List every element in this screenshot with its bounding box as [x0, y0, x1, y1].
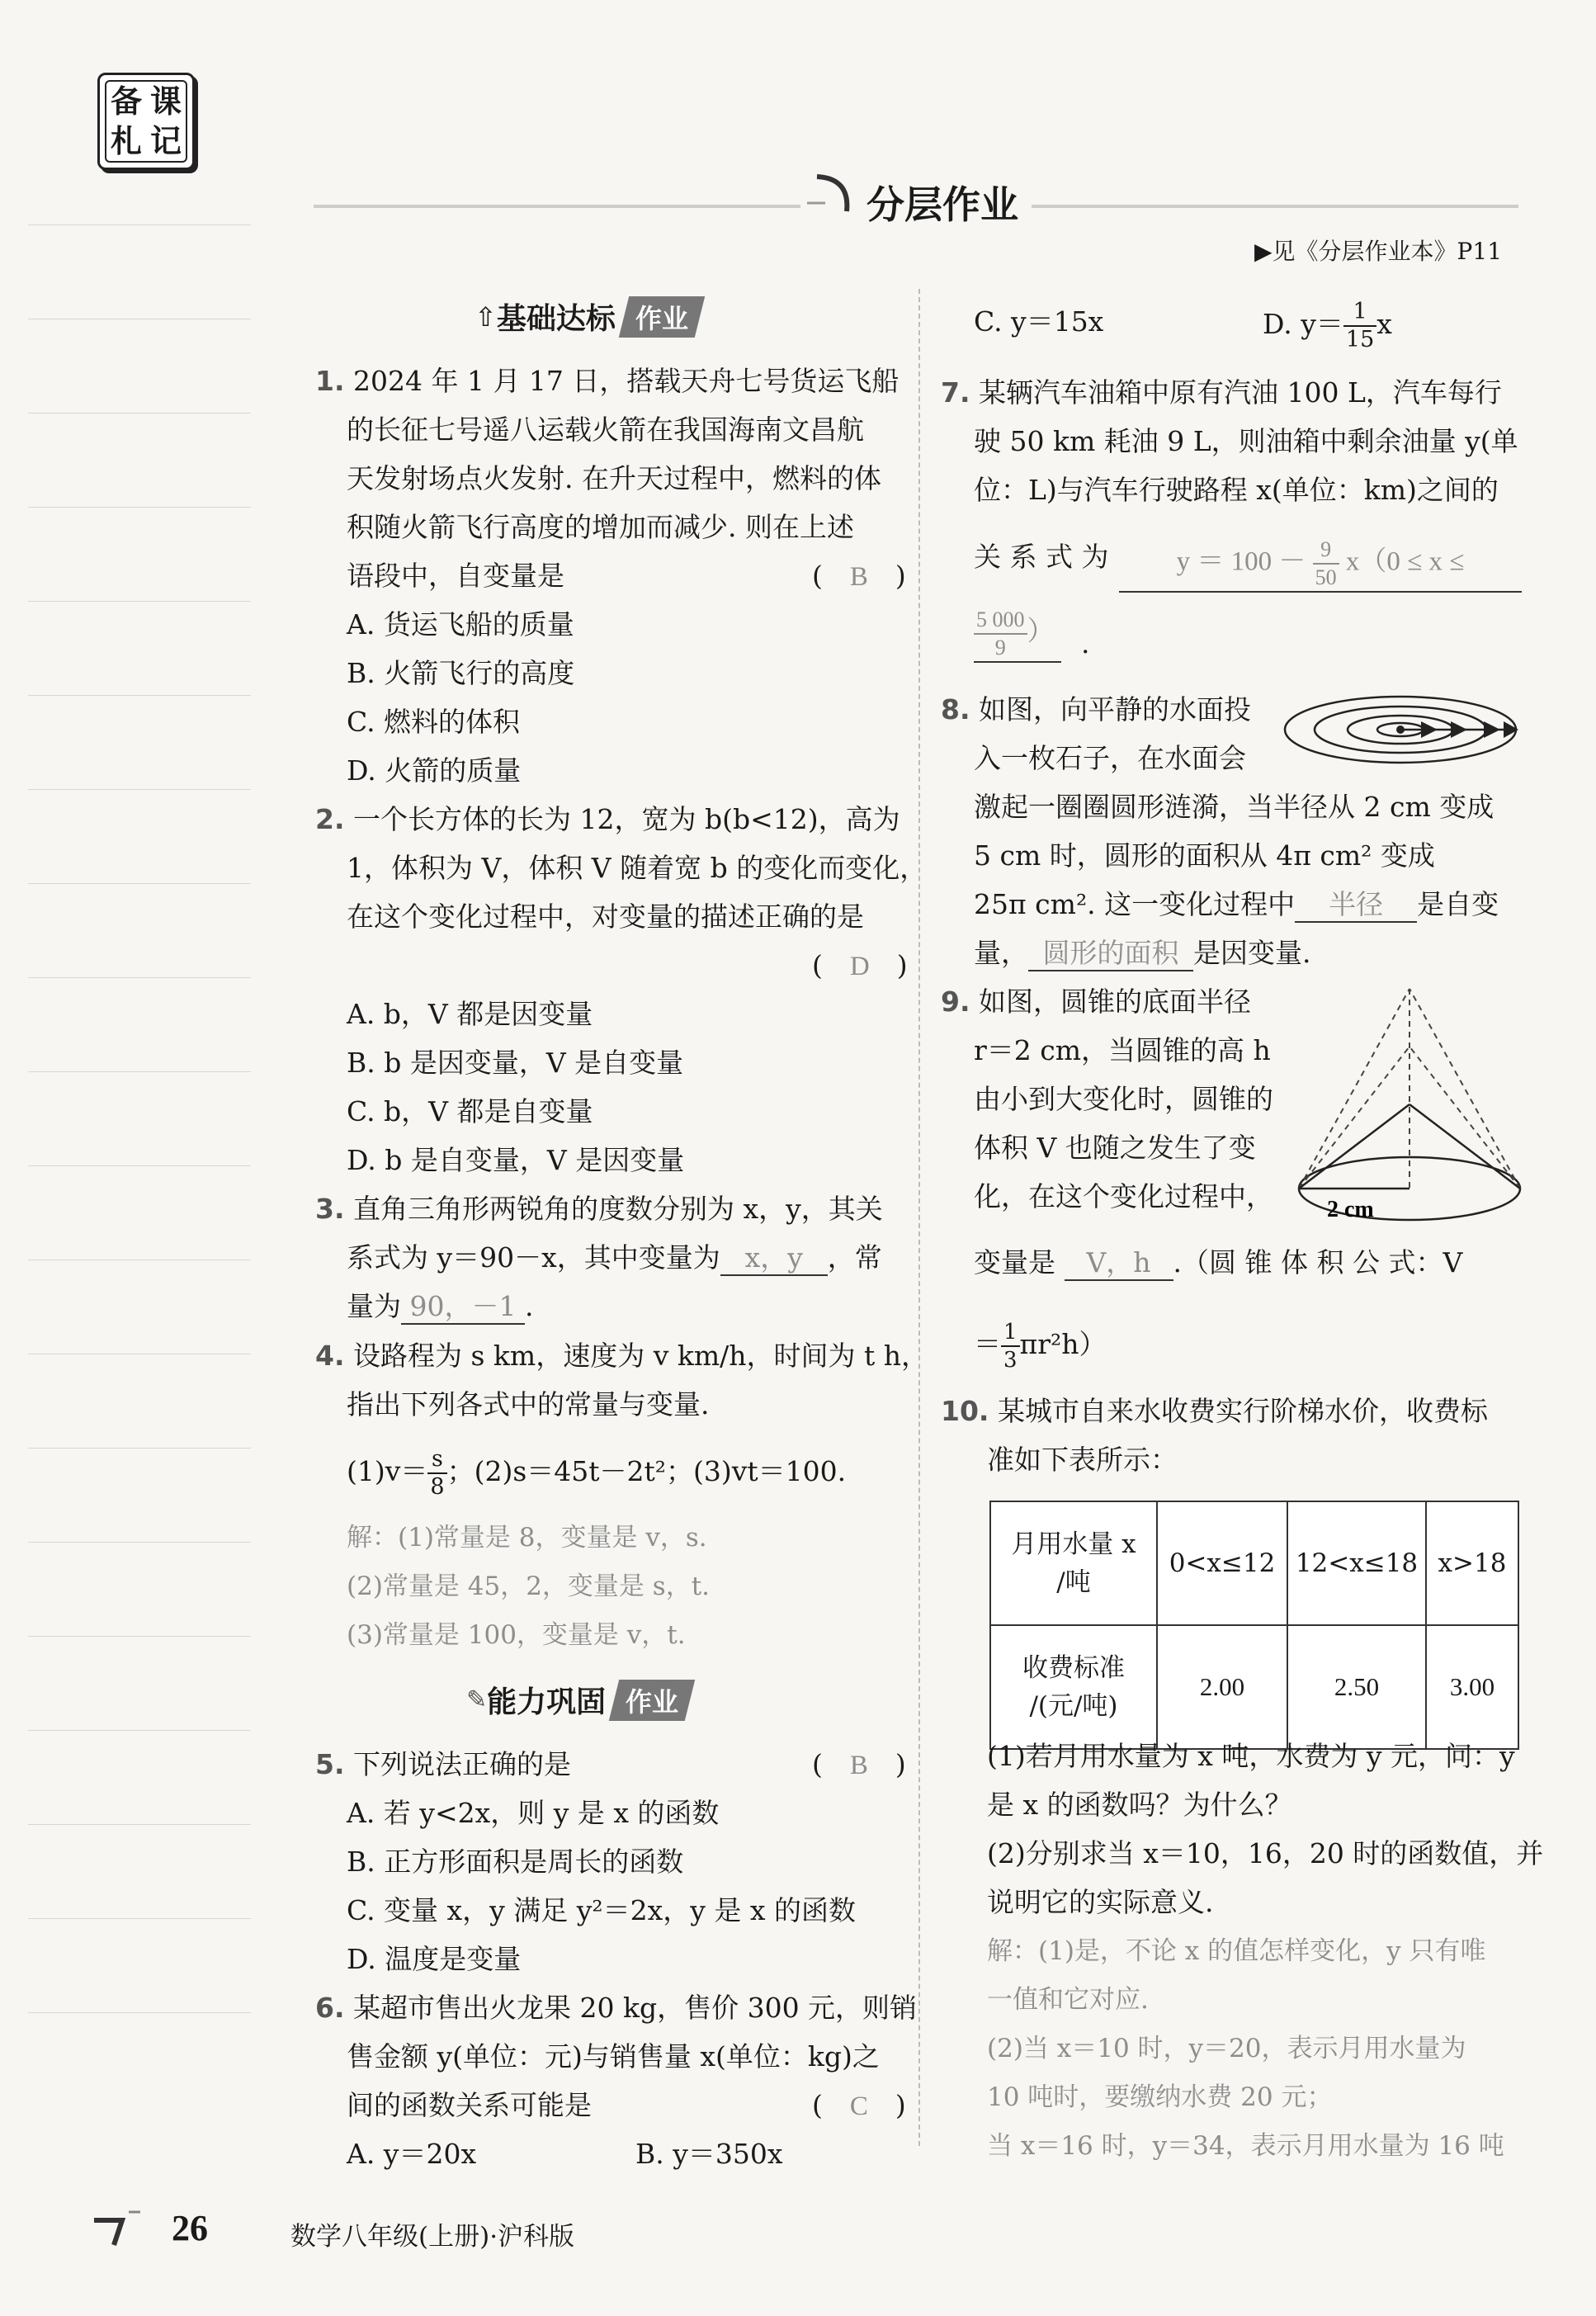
question-text: 是因变量.: [1193, 937, 1311, 969]
option: A. 若 y<2x，则 y 是 x 的函数: [347, 1797, 720, 1829]
question-text: 如图，圆锥的底面半径: [979, 985, 1251, 1018]
question-text: 某超市售出火龙果 20 kg，售价 300 元，则销: [353, 1992, 918, 2024]
fraction-denominator: 9: [994, 636, 1006, 659]
page-number: 26: [172, 2208, 208, 2248]
option: A. 货运飞船的质量: [347, 608, 574, 640]
option: A. b，V 都是因变量: [347, 998, 593, 1030]
workbook-reference: ▶见《分层作业本》P11: [1254, 238, 1503, 265]
table-row: [990, 1625, 1518, 1749]
question-text: 设路程为 s km，速度为 v km/h，时间为 t h，: [353, 1340, 928, 1372]
table-row: [990, 1501, 1518, 1625]
question-text: 如图，向平静的水面投: [979, 693, 1251, 726]
up-arrow-icon: ⇧: [475, 300, 497, 333]
section-banner-basic: [475, 295, 700, 338]
formula: [347, 1446, 846, 1501]
question-text: 积随火箭飞行高度的增加而减少. 则在上述: [347, 511, 854, 543]
table-cell: 2.00: [1157, 1625, 1287, 1749]
answer-part: ）: [1027, 617, 1055, 647]
fraction-denominator: 8: [430, 1474, 445, 1500]
section-title: 基础达标: [496, 302, 616, 336]
answer-blank: V，h: [1065, 1246, 1173, 1281]
cell-text: 月用水量 x: [1011, 1529, 1136, 1559]
solution-line: (3)常量是 100，变量是 v，t.: [347, 1620, 686, 1650]
table-header-cell: 12<x≤18: [1287, 1501, 1426, 1625]
header-swoosh-icon: [800, 170, 858, 223]
cell-text: 收费标准: [1022, 1653, 1125, 1683]
option: B. y＝350x: [635, 2138, 783, 2170]
question-number: 4.: [315, 1340, 345, 1372]
option: A. y＝20x: [347, 2138, 477, 2170]
option: C. y＝15x: [974, 305, 1104, 338]
answer-bracket: ( B ): [812, 560, 906, 592]
question-text: 某辆汽车油箱中原有汽油 100 L，汽车每行: [979, 376, 1502, 409]
solution-line: (2)当 x＝10 时，y＝20，表示月用水量为: [987, 2034, 1466, 2063]
column-divider: [918, 289, 920, 2146]
fraction-denominator: 50: [1315, 565, 1337, 589]
formula-part: ；(2)s＝45t－2t²；(3)vt＝100.: [446, 1455, 847, 1487]
question-text: 5 cm 时，圆形的面积从 4π cm² 变成: [974, 839, 1435, 872]
answer-choice: B: [849, 1751, 868, 1780]
table-cell: [990, 1625, 1157, 1749]
fraction-denominator: 15: [1345, 327, 1375, 352]
table-header-cell: 0<x≤12: [1157, 1501, 1287, 1625]
question-text: ，常: [827, 1241, 882, 1274]
question-number: 7.: [941, 376, 970, 409]
section-tag: [609, 1680, 695, 1721]
answer-bracket: ( C ): [812, 2089, 906, 2121]
question-text: 1，体积为 V，体积 V 随着宽 b 的变化而变化，: [347, 852, 928, 884]
question-text: 直角三角形两锐角的度数分别为 x，y，其关: [353, 1193, 883, 1225]
question-text: 下列说法正确的是: [353, 1748, 571, 1780]
question-text: 一个长方体的长为 12，宽为 b(b<12)，高为: [353, 803, 900, 835]
fraction-numerator: 9: [1313, 536, 1339, 565]
radius-label: 2 cm: [1327, 1197, 1374, 1222]
fraction-numerator: 5 000: [974, 607, 1027, 635]
ripple-figure: [1281, 692, 1520, 768]
question-text: 系式为 y＝90－x，其中变量为: [347, 1241, 720, 1274]
question-text: 驶 50 km 耗油 9 L，则油箱中剩余油量 y(单: [974, 425, 1518, 457]
option: C. 变量 x，y 满足 y²＝2x，y 是 x 的函数: [347, 1894, 856, 1926]
option: B. b 是因变量，V 是自变量: [347, 1047, 684, 1079]
answer-blank: [1119, 536, 1522, 593]
question-number: 5.: [315, 1748, 345, 1780]
question-text: 变量是: [974, 1246, 1055, 1279]
question-text: r＝2 cm，当圆锥的高 h: [974, 1034, 1271, 1066]
answer-bracket: ( D ): [812, 949, 908, 981]
sub-question: 是 x 的函数吗？为什么？: [987, 1789, 1292, 1821]
badge-char: 记: [149, 122, 182, 159]
option: D. 温度是变量: [347, 1943, 522, 1975]
answer-blank: 圆形的面积: [1028, 937, 1193, 971]
solution-line: 10 吨时，要缴纳水费 20 元；: [987, 2082, 1333, 2112]
answer-choice: C: [849, 2091, 868, 2121]
question-number: 6.: [315, 1992, 345, 2024]
question-text: 化，在这个变化过程中，: [974, 1180, 1273, 1212]
answer-blank: x，y: [720, 1241, 828, 1276]
footer-corner-icon: [89, 2204, 147, 2250]
sub-question: 说明它的实际意义.: [987, 1886, 1214, 1918]
option: D. b 是自变量，V 是因变量: [347, 1144, 685, 1176]
option: B. 正方形面积是周长的函数: [347, 1846, 684, 1878]
section-tag-label: 作业: [626, 1685, 679, 1718]
answer-blank: 90，－1: [401, 1290, 525, 1325]
answer-part: y ＝ 100 －: [1176, 546, 1306, 577]
question-text: 在这个变化过程中，对变量的描述正确的是: [347, 900, 864, 933]
cell-text: /(元/吨): [1029, 1691, 1118, 1721]
answer-choice: D: [849, 952, 870, 981]
question-text: πr²h）: [1019, 1328, 1107, 1360]
answer-choice: B: [849, 562, 868, 592]
question-text: 入一枚石子，在水面会: [974, 742, 1246, 774]
sub-question: (1)若月用水量为 x 吨，水费为 y 元，问：y: [987, 1740, 1515, 1772]
answer-bracket: ( B ): [812, 1748, 906, 1780]
question-text: 位：L)与汽车行驶路程 x(单位：km)之间的: [974, 474, 1499, 506]
solution-line: 解：(1)常量是 8，变量是 v，s.: [347, 1523, 707, 1553]
badge-char: 札: [110, 122, 142, 159]
question-number: 2.: [315, 803, 345, 835]
solution-line: 当 x＝16 时，y＝34，表示月用水量为 16 吨: [987, 2131, 1504, 2161]
question-text: 某城市自来水收费实行阶梯水价，收费标: [997, 1395, 1488, 1427]
badge-char: 课: [149, 83, 182, 120]
cell-text: /吨: [1056, 1567, 1091, 1597]
section-title: 能力巩固: [487, 1685, 607, 1719]
question-text: 体积 V 也随之发生了变: [974, 1132, 1256, 1164]
option: D. 火箭的质量: [347, 754, 522, 787]
option-part: D. y＝: [1263, 308, 1343, 340]
solution-line: (2)常量是 45，2，变量是 s，t.: [347, 1572, 711, 1601]
book-title: 数学八年级(上册)·沪科版: [290, 2222, 575, 2252]
question-text: 量为: [347, 1290, 401, 1322]
question-text: 关 系 式 为: [974, 541, 1109, 573]
option: [1263, 299, 1392, 353]
question-text: 的长征七号遥八运载火箭在我国海南文昌航: [347, 414, 864, 446]
question-text: 指出下列各式中的常量与变量.: [347, 1388, 710, 1420]
header-rule-right: [1032, 205, 1518, 208]
table-cell: 3.00: [1426, 1625, 1518, 1749]
fraction-numerator: s: [427, 1446, 446, 1474]
answer-blank: [974, 607, 1061, 663]
question-text: 准如下表所示：: [987, 1444, 1178, 1476]
fraction-numerator: 1: [1343, 299, 1376, 327]
question-text: .: [1081, 627, 1090, 659]
question-text: ＝: [974, 1328, 1001, 1360]
question-number: 1.: [315, 365, 345, 397]
question-text: 25π cm². 这一变化过程中: [974, 888, 1296, 920]
solution-line: 一值和它对应.: [987, 1985, 1149, 2015]
section-tag-label: 作业: [635, 302, 688, 334]
question-text: .: [525, 1290, 534, 1322]
option-part: x: [1376, 308, 1392, 340]
option: C. 燃料的体积: [347, 706, 521, 738]
table-header-cell: x>18: [1426, 1501, 1518, 1625]
fraction-numerator: 1: [1001, 1319, 1020, 1347]
question-number: 8.: [941, 693, 970, 726]
table-header-cell: [990, 1501, 1157, 1625]
page-title: 分层作业: [866, 182, 1018, 227]
question-text: 间的函数关系可能是: [347, 2089, 592, 2121]
question-number: 9.: [941, 985, 970, 1018]
section-tag: [619, 296, 705, 338]
badge-char: 备: [110, 83, 142, 120]
question-text: 是自变: [1417, 888, 1499, 920]
header-rule-left: [314, 205, 800, 208]
question-text: 量，: [974, 937, 1028, 969]
option: B. 火箭飞行的高度: [347, 657, 575, 689]
question-text: .（圆 锥 体 积 公 式：V: [1173, 1246, 1463, 1279]
notes-badge: [97, 73, 195, 170]
question-text: 2024 年 1 月 17 日，搭载天舟七号货运飞船: [353, 365, 900, 397]
cone-figure: [1294, 981, 1525, 1228]
feather-icon: ✎: [466, 1685, 488, 1714]
table-cell: 2.50: [1287, 1625, 1426, 1749]
fraction-denominator: 3: [1003, 1348, 1018, 1373]
water-price-table: [989, 1501, 1519, 1750]
section-banner-ability: [466, 1679, 690, 1721]
solution-line: 解：(1)是，不论 x 的值怎样变化，y 只有唯: [987, 1936, 1486, 1966]
question-text: 天发射场点火发射. 在升天过程中，燃料的体: [347, 462, 881, 494]
sub-question: (2)分别求当 x＝10，16，20 时的函数值，并: [987, 1837, 1544, 1869]
answer-blank: 半径: [1295, 888, 1417, 923]
question-number: 3.: [315, 1193, 345, 1225]
option: C. b，V 都是自变量: [347, 1095, 593, 1127]
formula-part: (1)v＝: [347, 1455, 428, 1487]
question-text: 语段中，自变量是: [347, 560, 564, 592]
question-number: 10.: [941, 1395, 989, 1427]
answer-part: x（0 ≤ x ≤: [1345, 546, 1465, 577]
question-text: 激起一圈圈圆形涟漪，当半径从 2 cm 变成: [974, 791, 1494, 823]
question-text: 售金额 y(单位：元)与销售量 x(单位：kg)之: [347, 2040, 880, 2073]
question-text: 由小到大变化时，圆锥的: [974, 1083, 1273, 1115]
